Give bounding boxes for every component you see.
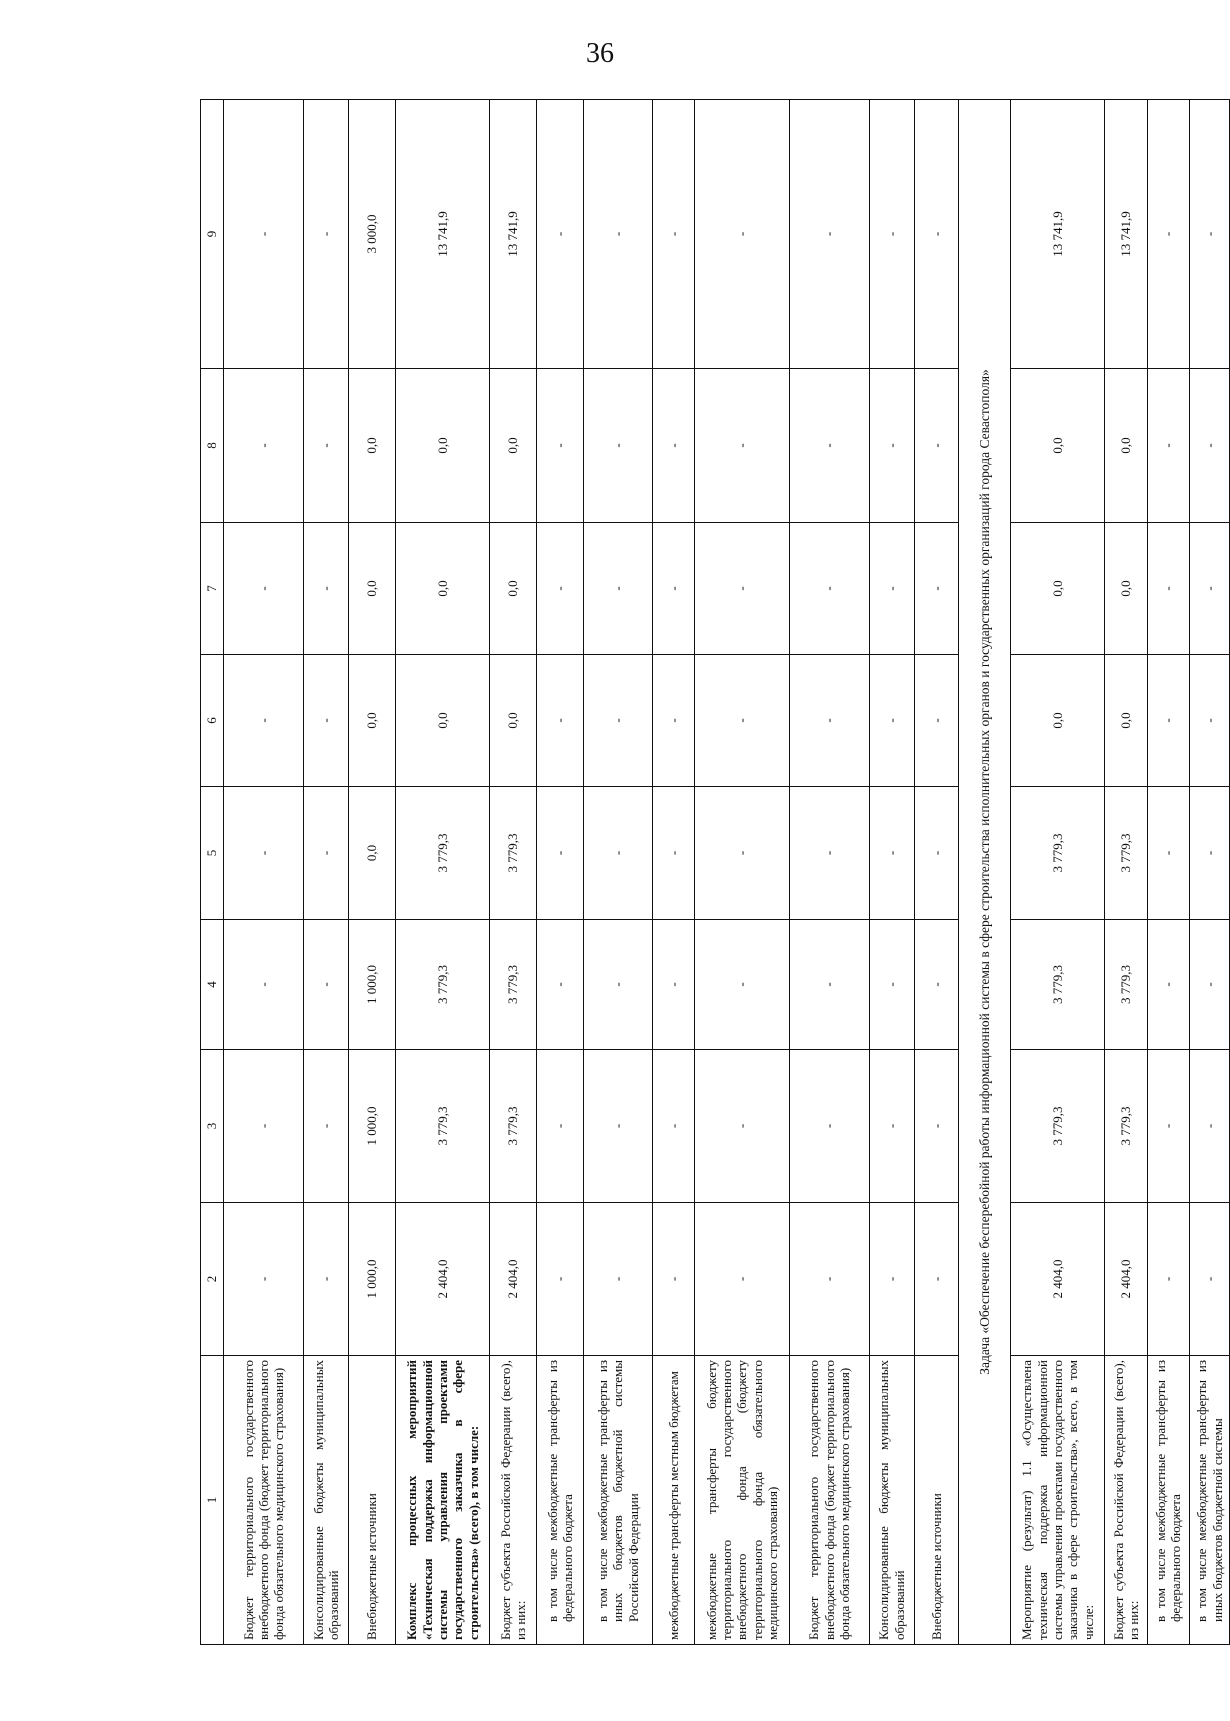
row-label: Бюджет территориального государственного внебюджетного фонда (бюджет территориального фонда обязательного медицинского страхования) [224, 1356, 304, 1645]
table-row [584, 100, 652, 1645]
table-row [537, 100, 584, 1645]
row-label: в том числе межбюджетные трансферты из федерального бюджета [1147, 1356, 1189, 1645]
row-value-col-8: - [224, 369, 304, 523]
row-value-col-6: - [537, 655, 584, 787]
row-label: межбюджетные трансферты местным бюджетам [652, 1356, 694, 1645]
row-value-col-6: - [652, 655, 694, 787]
row-value-col-2: - [1147, 1203, 1189, 1356]
row-value-col-6: - [869, 655, 914, 787]
table-row [695, 100, 789, 1645]
row-value-col-4: - [1190, 920, 1230, 1050]
row-value-col-8: - [652, 369, 694, 523]
row-value-col-2: - [789, 1203, 869, 1356]
row-value-col-7: 0,0 [396, 523, 490, 655]
row-label: межбюджетные трансферты бюджету территориального государственного внебюджетного фонда (бюджету территориального фонда обязательного медицинского страхования) [695, 1356, 789, 1645]
row-value-col-4: - [537, 920, 584, 1050]
row-value-col-8: - [789, 369, 869, 523]
row-value-col-9: - [789, 100, 869, 369]
header-col-6: 6 [201, 655, 224, 787]
row-value-col-3: - [584, 1050, 652, 1203]
row-value-col-4: - [1147, 920, 1189, 1050]
table-row [224, 100, 304, 1645]
table-row [349, 100, 396, 1645]
row-value-col-4: - [224, 920, 304, 1050]
row-value-col-3: 3 779,3 [1105, 1050, 1147, 1203]
row-value-col-5: 3 779,3 [1105, 787, 1147, 920]
row-value-col-7: - [224, 523, 304, 655]
row-value-col-2: 2 404,0 [490, 1203, 537, 1356]
row-value-col-8: 0,0 [396, 369, 490, 523]
row-value-col-5: 3 779,3 [1011, 787, 1105, 920]
row-value-col-2: 1 000,0 [349, 1203, 396, 1356]
row-label: в том числе межбюджетные трансферты из иных бюджетов бюджетной системы [1190, 1356, 1230, 1645]
row-label: Внебюджетные источники [349, 1356, 396, 1645]
row-value-col-3: 3 779,3 [396, 1050, 490, 1203]
row-value-col-6: - [1147, 655, 1189, 787]
row-value-col-3: - [1147, 1050, 1189, 1203]
row-value-col-3: - [869, 1050, 914, 1203]
row-value-col-4: 1 000,0 [349, 920, 396, 1050]
row-value-col-5: - [652, 787, 694, 920]
task-title: Задача «Обеспечение бесперебойной работы информационной системы в сфере строительства исполнительных органов и государственных организаций города Севастополя» [959, 100, 1011, 1645]
row-value-col-9: 13 741,9 [490, 100, 537, 369]
row-label: Консолидированные бюджеты муниципальных образований [869, 1356, 914, 1645]
header-col-9: 9 [201, 100, 224, 369]
row-value-col-2: - [869, 1203, 914, 1356]
task-row [959, 100, 1011, 1645]
row-value-col-7: - [789, 523, 869, 655]
row-value-col-7: 0,0 [1011, 523, 1105, 655]
row-value-col-9: 13 741,9 [1011, 100, 1105, 369]
row-value-col-8: - [1190, 369, 1230, 523]
row-value-col-6: 0,0 [1011, 655, 1105, 787]
row-value-col-4: 3 779,3 [490, 920, 537, 1050]
row-value-col-4: - [584, 920, 652, 1050]
row-value-col-9: - [914, 100, 959, 369]
row-value-col-2: - [224, 1203, 304, 1356]
table-row [652, 100, 694, 1645]
row-value-col-9: - [304, 100, 349, 369]
row-value-col-5: - [1147, 787, 1189, 920]
row-value-col-6: - [695, 655, 789, 787]
row-value-col-5: 3 779,3 [396, 787, 490, 920]
row-value-col-8: - [869, 369, 914, 523]
row-value-col-4: - [869, 920, 914, 1050]
row-value-col-5: - [1190, 787, 1230, 920]
table-row [1190, 100, 1230, 1645]
header-col-5: 5 [201, 787, 224, 920]
row-value-col-9: - [869, 100, 914, 369]
row-value-col-5: - [914, 787, 959, 920]
row-value-col-2: - [584, 1203, 652, 1356]
table-row [1105, 100, 1147, 1645]
row-value-col-6: - [584, 655, 652, 787]
row-value-col-9: - [1147, 100, 1189, 369]
header-col-7: 7 [201, 523, 224, 655]
row-label: Бюджет субъекта Российской Федерации (всего), из них: [1105, 1356, 1147, 1645]
row-value-col-8: - [584, 369, 652, 523]
row-value-col-8: 0,0 [490, 369, 537, 523]
table-row [396, 100, 490, 1645]
header-col-3: 3 [201, 1050, 224, 1203]
table-row [304, 100, 349, 1645]
row-value-col-5: 3 779,3 [490, 787, 537, 920]
row-value-col-5: - [869, 787, 914, 920]
table-row [869, 100, 914, 1645]
row-value-col-5: - [304, 787, 349, 920]
header-row [201, 100, 224, 1645]
row-value-col-7: - [584, 523, 652, 655]
table-row [914, 100, 959, 1645]
row-value-col-7: - [695, 523, 789, 655]
row-value-col-3: - [652, 1050, 694, 1203]
row-value-col-6: 0,0 [1105, 655, 1147, 787]
row-value-col-7: - [869, 523, 914, 655]
header-col-4: 4 [201, 920, 224, 1050]
row-value-col-2: - [652, 1203, 694, 1356]
row-label: в том числе межбюджетные трансферты из федерального бюджета [537, 1356, 584, 1645]
row-label: Внебюджетные источники [914, 1356, 959, 1645]
row-value-col-9: 3 000,0 [349, 100, 396, 369]
row-value-col-8: 0,0 [1011, 369, 1105, 523]
row-value-col-2: 2 404,0 [396, 1203, 490, 1356]
row-value-col-6: - [1190, 655, 1230, 787]
row-value-col-8: - [537, 369, 584, 523]
row-value-col-6: - [789, 655, 869, 787]
row-value-col-6: - [914, 655, 959, 787]
header-col-1: 1 [201, 1356, 224, 1645]
row-value-col-3: - [1190, 1050, 1230, 1203]
row-value-col-6: - [304, 655, 349, 787]
row-value-col-2: - [914, 1203, 959, 1356]
row-value-col-5: - [584, 787, 652, 920]
row-value-col-9: - [695, 100, 789, 369]
row-value-col-5: 0,0 [349, 787, 396, 920]
row-value-col-9: - [652, 100, 694, 369]
row-value-col-4: 3 779,3 [396, 920, 490, 1050]
row-value-col-3: 3 779,3 [1011, 1050, 1105, 1203]
row-value-col-3: - [224, 1050, 304, 1203]
row-value-col-6: - [224, 655, 304, 787]
row-label: Бюджет территориального государственного внебюджетного фонда (бюджет территориального фонда обязательного медицинского страхования) [789, 1356, 869, 1645]
header-col-8: 8 [201, 369, 224, 523]
row-value-col-7: - [1147, 523, 1189, 655]
row-value-col-4: - [914, 920, 959, 1050]
row-value-col-7: 0,0 [349, 523, 396, 655]
row-value-col-6: 0,0 [349, 655, 396, 787]
table-row [789, 100, 869, 1645]
row-value-col-3: - [789, 1050, 869, 1203]
row-value-col-4: - [789, 920, 869, 1050]
row-label: Комплекс процессных мероприятий «Техническая поддержка информационной системы управления проектами государственного заказчика в сфере строительства» (всего), в том числе: [396, 1356, 490, 1645]
row-value-col-4: - [652, 920, 694, 1050]
row-label: Консолидированные бюджеты муниципальных образований [304, 1356, 349, 1645]
row-value-col-3: - [695, 1050, 789, 1203]
row-value-col-5: - [537, 787, 584, 920]
row-value-col-2: 2 404,0 [1105, 1203, 1147, 1356]
row-value-col-3: - [304, 1050, 349, 1203]
row-value-col-9: - [224, 100, 304, 369]
row-label: Мероприятие (результат) 1.1 «Осуществлена техническая поддержка информационной системы управления проектами государственного заказчика в сфере строительства», всего, в том числе: [1011, 1356, 1105, 1645]
row-value-col-7: - [537, 523, 584, 655]
row-value-col-9: 13 741,9 [396, 100, 490, 369]
row-value-col-7: - [1190, 523, 1230, 655]
row-value-col-6: 0,0 [396, 655, 490, 787]
row-value-col-8: - [1147, 369, 1189, 523]
row-label: в том числе межбюджетные трансферты из иных бюджетов бюджетной системы Российской Федерации [584, 1356, 652, 1645]
row-value-col-9: - [537, 100, 584, 369]
table-row [490, 100, 537, 1645]
row-value-col-3: 1 000,0 [349, 1050, 396, 1203]
row-value-col-8: - [304, 369, 349, 523]
row-value-col-6: 0,0 [490, 655, 537, 787]
row-value-col-4: 3 779,3 [1011, 920, 1105, 1050]
page-number: 36 [586, 38, 614, 69]
header-col-2: 2 [201, 1203, 224, 1356]
row-value-col-7: 0,0 [490, 523, 537, 655]
row-value-col-8: - [695, 369, 789, 523]
row-value-col-4: 3 779,3 [1105, 920, 1147, 1050]
rotated-table-wrapper [200, 100, 1230, 1645]
row-value-col-7: 0,0 [1105, 523, 1147, 655]
row-value-col-5: - [224, 787, 304, 920]
row-value-col-2: 2 404,0 [1011, 1203, 1105, 1356]
row-value-col-4: - [304, 920, 349, 1050]
row-value-col-9: 13 741,9 [1105, 100, 1147, 369]
row-value-col-8: 0,0 [1105, 369, 1147, 523]
row-value-col-5: - [789, 787, 869, 920]
table-row [1011, 100, 1105, 1645]
row-value-col-2: - [304, 1203, 349, 1356]
row-value-col-3: 3 779,3 [490, 1050, 537, 1203]
row-value-col-7: - [914, 523, 959, 655]
row-value-col-7: - [304, 523, 349, 655]
row-label: Бюджет субъекта Российской Федерации (всего), из них: [490, 1356, 537, 1645]
table-row [1147, 100, 1189, 1645]
row-value-col-5: - [695, 787, 789, 920]
row-value-col-3: - [914, 1050, 959, 1203]
row-value-col-3: - [537, 1050, 584, 1203]
row-value-col-2: - [1190, 1203, 1230, 1356]
budget-table [200, 99, 1230, 1645]
row-value-col-2: - [537, 1203, 584, 1356]
row-value-col-7: - [652, 523, 694, 655]
row-value-col-8: 0,0 [349, 369, 396, 523]
row-value-col-4: - [695, 920, 789, 1050]
row-value-col-9: - [1190, 100, 1230, 369]
row-value-col-2: - [695, 1203, 789, 1356]
row-value-col-9: - [584, 100, 652, 369]
row-value-col-8: - [914, 369, 959, 523]
